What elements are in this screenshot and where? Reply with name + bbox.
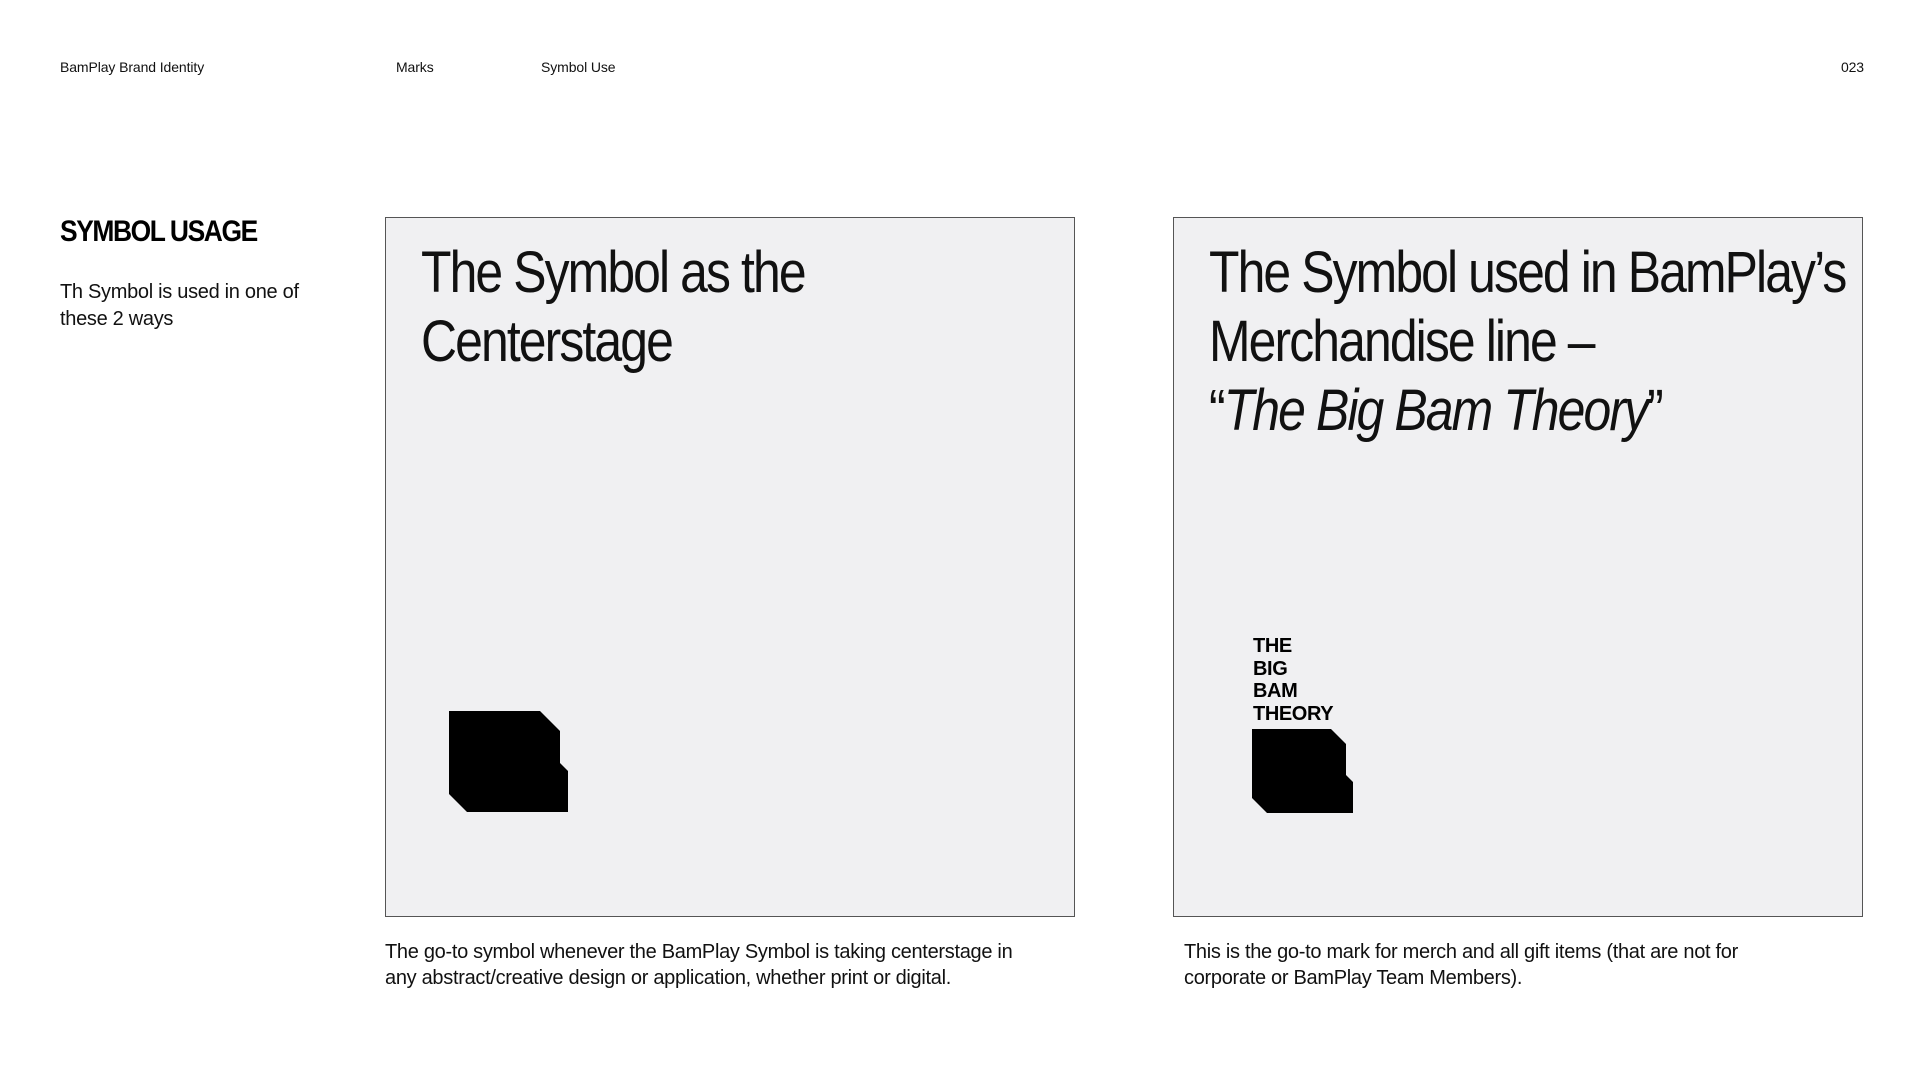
symbol-merchandise-panel [1173, 217, 1863, 917]
merch-line-title: The Big Bam Theory [1223, 378, 1648, 443]
panel-heading-line: The Symbol used in BamPlay’s [1209, 240, 1846, 305]
bamplay-symbol-icon [1252, 729, 1353, 813]
header-section: Marks [396, 59, 434, 75]
panel-heading-line: Merchandise line – [1209, 309, 1594, 374]
merch-logotype-line: THEORY [1253, 702, 1334, 725]
panel-caption: This is the go-to mark for merch and all gift items (that are not for corporate or BamPlay Team Members). [1184, 941, 1738, 989]
header-brand: BamPlay Brand Identity [60, 59, 205, 75]
header-subsection: Symbol Use [541, 59, 616, 75]
merch-logotype-line: BAM [1253, 680, 1298, 702]
panel-heading [1209, 238, 1845, 445]
merch-logotype-line: BIG [1253, 657, 1288, 680]
bamplay-symbol-icon [449, 711, 568, 812]
symbol-centerstage-panel [385, 217, 1075, 917]
panel-heading-line: Centerstage [421, 309, 672, 374]
section-title: SYMBOL USAGE [60, 215, 257, 248]
page-number: 023 [1840, 59, 1864, 75]
panel-heading [421, 238, 805, 376]
panel-heading-line: The Symbol as the [421, 240, 805, 305]
section-description: Th Symbol is used in one of these 2 ways [60, 281, 299, 330]
panel-heading-quote-line [1209, 376, 1845, 445]
panel-caption: The go-to symbol whenever the BamPlay Symbol is taking centerstage in any abstract/creative design or application, whether print or digital. [385, 941, 1013, 989]
merch-logotype-line: THE [1253, 635, 1292, 657]
open-quote: “ [1209, 378, 1224, 443]
merch-logotype [1253, 635, 1333, 725]
close-quote: ” [1647, 378, 1662, 443]
